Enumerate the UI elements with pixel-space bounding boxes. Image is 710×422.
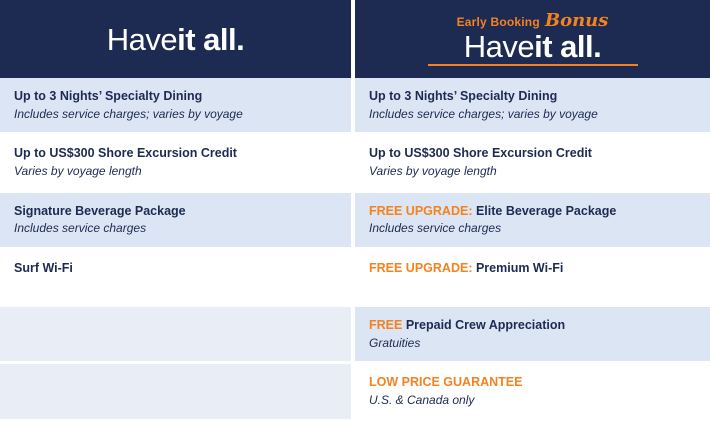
logo-all-right: all bbox=[560, 28, 594, 64]
left-row-3 bbox=[0, 193, 351, 250]
right-row-2-title: Up to US$300 Shore Excursion Credit bbox=[369, 146, 592, 161]
right-benefit-column bbox=[355, 78, 710, 422]
right-row-5-subtitle: Gratuities bbox=[369, 335, 421, 350]
left-row-3-subtitle: Includes service charges bbox=[14, 221, 147, 236]
right-row-4-title-line bbox=[369, 261, 696, 277]
logo-underline bbox=[428, 64, 638, 66]
left-row-5-empty bbox=[0, 307, 351, 364]
header-right-inner bbox=[428, 9, 638, 66]
logo-dot-left: . bbox=[236, 21, 245, 57]
left-row-6-empty bbox=[0, 364, 351, 421]
logo-it-right: it bbox=[534, 28, 553, 64]
left-row-4-title: Surf Wi-Fi bbox=[14, 260, 73, 275]
logo-dot-right: . bbox=[593, 28, 602, 64]
early-booking-label: Early Booking bbox=[456, 14, 540, 29]
right-row-3-badge: FREE UPGRADE: bbox=[369, 203, 473, 218]
logo-have-left: Have bbox=[106, 21, 178, 57]
right-row-6-subtitle: U.S. & Canada only bbox=[369, 393, 475, 408]
right-row-1-subtitle: Includes service charges; varies by voyage bbox=[369, 106, 598, 121]
logo-have-right: Have bbox=[463, 28, 535, 64]
header-right bbox=[355, 0, 710, 78]
left-row-2 bbox=[0, 135, 351, 192]
right-row-1 bbox=[355, 78, 710, 135]
right-row-5-title: Prepaid Crew Appreciation bbox=[405, 318, 566, 333]
right-row-3-title-line bbox=[369, 204, 696, 220]
right-row-3-subtitle: Includes service charges bbox=[369, 221, 502, 236]
left-row-1-subtitle: Includes service charges; varies by voyage bbox=[14, 106, 243, 121]
right-row-2 bbox=[355, 135, 710, 192]
right-row-1-title-line bbox=[369, 89, 696, 105]
right-row-2-title-line bbox=[369, 146, 696, 162]
right-row-1-title: Up to 3 Nights’ Specialty Dining bbox=[369, 89, 558, 103]
logo-all-left: all bbox=[203, 21, 237, 57]
left-benefit-column bbox=[0, 78, 355, 422]
right-row-3-title: Elite Beverage Package bbox=[475, 203, 617, 218]
right-row-5-badge: FREE bbox=[369, 318, 403, 333]
left-row-2-subtitle: Varies by voyage length bbox=[14, 163, 142, 178]
right-row-4-badge: FREE UPGRADE: bbox=[369, 260, 473, 275]
header-left bbox=[0, 0, 355, 78]
left-row-4 bbox=[0, 250, 351, 307]
right-row-2-subtitle: Varies by voyage length bbox=[369, 163, 497, 178]
right-row-5 bbox=[355, 307, 710, 364]
have-it-all-logo-left bbox=[106, 21, 245, 57]
right-row-6-title-line bbox=[369, 375, 696, 391]
have-it-all-logo-right bbox=[463, 28, 602, 64]
right-row-4 bbox=[355, 250, 710, 307]
left-row-3-title: Signature Beverage Package bbox=[14, 203, 186, 218]
right-row-4-title: Premium Wi-Fi bbox=[475, 260, 564, 275]
right-row-3 bbox=[355, 193, 710, 250]
right-row-6 bbox=[355, 364, 710, 421]
bonus-script-label: Bonus bbox=[544, 9, 609, 31]
right-row-6-badge: LOW PRICE GUARANTEE bbox=[369, 375, 523, 390]
right-row-5-title-line bbox=[369, 318, 696, 334]
left-row-1 bbox=[0, 78, 351, 135]
early-booking-bonus bbox=[456, 9, 609, 31]
left-row-1-title: Up to 3 Nights’ Specialty Dining bbox=[14, 89, 203, 103]
left-row-2-title: Up to US$300 Shore Excursion Credit bbox=[14, 146, 237, 161]
logo-it-left: it bbox=[177, 21, 196, 57]
